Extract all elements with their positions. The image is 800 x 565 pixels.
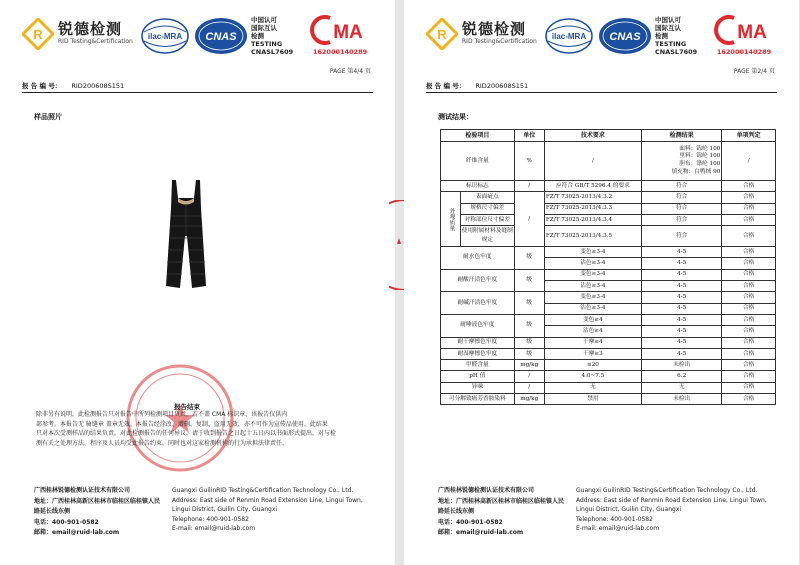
cell-req: 沾色≥3-4 (544, 281, 641, 292)
group-item: 规格尺寸偏差 (461, 204, 514, 215)
table-row (441, 348, 776, 359)
cell-req: 变色≥3-4 (544, 292, 641, 303)
cell-req: 4.0~7.5 (544, 371, 641, 382)
cell-item: 甲醛含量 (441, 360, 515, 371)
ilac-text: ilac-MRA (551, 32, 587, 41)
report-remarks (36, 410, 358, 448)
cell-req: FZ/T 73025-2013/4.3.5 (544, 226, 641, 247)
rid-logo-icon (426, 18, 458, 50)
cnas-accreditation-text (655, 16, 697, 56)
cell-req: 沾色≥3-4 (544, 258, 641, 269)
table-row (441, 382, 776, 393)
cell-unit: / (514, 382, 544, 393)
brand-name: 锐德检测 (462, 20, 527, 38)
cell-verdict: 合格 (722, 314, 776, 325)
cell-verdict: 合格 (722, 247, 776, 258)
footer-address-en: Address: East side of Renmin Road Extension Line, Lingui Town, Lingui District, Guilin City, Guangxi (172, 496, 363, 513)
footer-english (172, 486, 372, 534)
cell-verdict: 合格 (722, 382, 776, 393)
cell-req: FZ/T 73025-2013/4.3.4 (544, 214, 641, 225)
footer-phone-cn: 电话：400-901-0582 (34, 518, 99, 526)
table-row (441, 337, 776, 348)
remark-line: 只对本次受测样品的结果负责。对此检测报告的任何异议，请于收到报告之日起十五日内以书面形式提出，对与检 (36, 430, 337, 437)
footer-phone-en: Telephone: 400-901-0582 (576, 515, 653, 523)
col-header-result: 检测结果 (641, 130, 721, 142)
brand-name: 锐德检测 (58, 20, 123, 38)
cnl-line: CNASL7609 (655, 48, 698, 56)
ilac-mra-logo-icon (140, 16, 190, 56)
cell-req: 干摩≥4 (544, 337, 641, 348)
cell-req: 无 (544, 382, 641, 393)
cell-unit: / (514, 192, 544, 247)
remark-line: 测有关之处理方法、程序及人员均受此报告约束，同时也对这家检测机构的行为承担法律责任。 (36, 439, 289, 447)
fiber-result-line: 面料：锦纶 100 (679, 145, 721, 152)
cell-req: 沾色≥4 (544, 326, 641, 337)
page-number: PAGE 第2/4 页 (733, 68, 775, 75)
cell-result: 未检出 (641, 394, 721, 405)
cnl-line: 中国认可 (655, 16, 681, 24)
cell-unit: 级 (514, 269, 544, 292)
table-row (441, 314, 776, 325)
cell-unit: % (514, 142, 544, 181)
cell-item: 纤维含量 (441, 142, 515, 181)
cell-req: ≤20 (544, 360, 641, 371)
footer-phone-cn: 电话：400-901-0582 (438, 518, 503, 526)
cell-verdict: 合格 (722, 337, 776, 348)
cell-item: 异味 (441, 382, 515, 393)
cell-req: 干摩≥3 (544, 348, 641, 359)
cell-result: 4-5 (641, 281, 721, 292)
table-row (441, 371, 776, 382)
group-item: 使用附属材料及缝制规定 (461, 228, 513, 244)
cell-verdict: 合格 (722, 281, 776, 292)
ilac-text: ilac-MRA (147, 32, 183, 41)
table-header-row (441, 130, 776, 142)
group-label: 外观质量 (441, 192, 461, 246)
ilac-mra-logo-icon (544, 16, 594, 56)
footer-chinese (34, 486, 162, 539)
fiber-result-line: 里料：锦纶 100 (679, 153, 721, 160)
cell-result: 4-5 (641, 314, 721, 325)
cell-unit: / (514, 371, 544, 382)
cell-verdict: 合格 (722, 258, 776, 269)
cnl-line: 检测 (251, 32, 264, 40)
cell-verdict: 合格 (722, 326, 776, 337)
section-title: 样品照片 (34, 113, 62, 121)
cnl-line: 中国认可 (251, 16, 277, 24)
footer-email-en: E-mail: email@ruid-lab.com (576, 525, 660, 532)
cell-item: 耐碱汗渍色牢度 (441, 292, 515, 315)
cell-req: 应符合 GB/T 5296.4 的要求 (544, 181, 641, 192)
footer-email-cn: 邮箱：email@ruid-lab.com (34, 529, 120, 536)
cell-unit: 级 (514, 337, 544, 348)
cell-result: 4-5 (641, 292, 721, 303)
cnl-line: 国际互认 (251, 24, 277, 32)
report-number: RID200608S151 (71, 82, 125, 90)
table-row (441, 142, 776, 181)
cell-verdict: 合格 (722, 269, 776, 280)
col-header-unit: 单位 (514, 130, 544, 142)
section-title: 测试结果： (438, 113, 473, 121)
page-edge-seal-icon (389, 200, 404, 290)
table-row (441, 181, 776, 192)
report-page-2 (404, 0, 799, 565)
cell-item: 耐唾液色牢度 (441, 314, 515, 337)
cell-result: 6.2 (641, 371, 721, 382)
cell-unit: mg/kg (514, 360, 544, 371)
col-header-requirement: 技术要求 (544, 130, 641, 142)
cell-group (441, 192, 515, 247)
cnl-line: TESTING (655, 40, 687, 48)
cell-verdict: 合格 (722, 303, 776, 314)
cma-text: MA (333, 22, 363, 43)
cell-req: FZ/T 73025-2013/4.3.3 (544, 203, 641, 214)
cell-result: 符合 (641, 226, 721, 247)
col-header-item: 检验项目 (441, 130, 515, 142)
cell-result: 4-5 (641, 348, 721, 359)
fiber-result-line: 填充物：白鸭绒 90 (671, 168, 721, 175)
col-header-verdict: 单项判定 (722, 130, 776, 142)
cell-verdict: / (722, 142, 776, 181)
cell-verdict: 合格 (722, 181, 776, 192)
cma-number: 162000140289 (716, 48, 772, 56)
footer-address-cn: 地址：广西桂林高新区桂林市临桂区临桂镇人民路延长线东侧 (438, 497, 565, 515)
footer-email-cn: 邮箱：email@ruid-lab.com (438, 529, 524, 536)
table-row (441, 394, 776, 405)
cma-number: 162000140289 (312, 48, 368, 56)
footer-company-en: Guangxi GuilinRID Testing&Certification Technology Co., Ltd. (576, 487, 758, 494)
footer-company-en: Guangxi GuilinRID Testing&Certification Technology Co., Ltd. (172, 487, 354, 494)
cell-result: 4-5 (641, 269, 721, 280)
cell-unit: 级 (514, 292, 544, 315)
cell-item: 耐湿摩擦色牢度 (441, 348, 515, 359)
sample-photo-bib-pants (162, 176, 210, 298)
cell-verdict: 合格 (722, 292, 776, 303)
cell-item: 耐水色牢度 (441, 247, 515, 270)
report-header (22, 14, 373, 62)
svg-text:R: R (437, 27, 447, 42)
cell-item: 耐干摩擦色牢度 (441, 337, 515, 348)
brand-subtitle: RID Testing&Certification (462, 38, 537, 45)
cell-result: 无 (641, 382, 721, 393)
group-item: 对称部位尺寸偏差 (461, 215, 514, 226)
cma-logo-icon (712, 14, 772, 46)
cma-text: MA (737, 22, 767, 43)
report-number: RID200608S151 (475, 82, 529, 90)
cnl-line: TESTING (251, 40, 283, 48)
cell-result: 4-5 (641, 258, 721, 269)
cell-unit: 级 (514, 348, 544, 359)
cell-verdict: 合格 (722, 192, 776, 203)
table-row (441, 269, 776, 280)
cell-unit: / (514, 181, 544, 192)
cell-result: 4-5 (641, 337, 721, 348)
group-items (461, 192, 514, 246)
cell-req: / (544, 142, 641, 181)
cma-logo-icon (308, 14, 368, 46)
test-results-table (440, 129, 776, 405)
cnas-text: CNAS (205, 31, 237, 43)
cell-req: 变色≥3-4 (544, 247, 641, 258)
cell-item: 标识标志 (441, 181, 515, 192)
cell-verdict: 合格 (722, 226, 776, 247)
report-number-line (426, 80, 777, 93)
footer-phone-en: Telephone: 400-901-0582 (172, 515, 249, 523)
cell-verdict: 合格 (722, 371, 776, 382)
report-end-label: 报告结束 (174, 403, 200, 411)
cnl-line: 国际互认 (655, 24, 681, 32)
cell-result: 符合 (641, 192, 721, 203)
cell-result: 4-5 (641, 326, 721, 337)
cell-verdict: 合格 (722, 214, 776, 225)
cell-unit: 级 (514, 314, 544, 337)
cnl-line: CNASL7609 (251, 48, 294, 56)
table-row (441, 247, 776, 258)
footer-company-cn: 广西桂林锐德检测认证技术有限公司 (34, 487, 131, 494)
footer-email-en: E-mail: email@ruid-lab.com (172, 525, 256, 532)
group-item: 表面疵点 (461, 192, 514, 203)
report-header (426, 14, 777, 62)
fiber-result-lines (643, 146, 720, 176)
footer-address-en: Address: East side of Renmin Road Extension Line, Lingui Town, Lingui District, Guilin City, Guangxi (576, 496, 767, 513)
cell-result-fiber (641, 142, 721, 181)
cell-verdict: 合格 (722, 203, 776, 214)
report-number-label: 报 告 编 号： (22, 82, 62, 90)
report-page-4 (0, 0, 395, 565)
cell-result: 4-5 (641, 247, 721, 258)
footer-english (576, 486, 776, 534)
cell-result: 符合 (641, 181, 721, 192)
cell-result: 符合 (641, 203, 721, 214)
footer-chinese (438, 486, 566, 539)
cell-unit: 级 (514, 247, 544, 270)
cnas-logo-icon (598, 16, 652, 56)
cell-verdict: 合格 (722, 360, 776, 371)
report-number-line (22, 80, 373, 93)
cnas-text: CNAS (609, 31, 641, 43)
footer-address-cn: 地址：广西桂林高新区桂林市临桂区临桂镇人民路延长线东侧 (34, 497, 161, 515)
table-row (441, 192, 776, 203)
page-number: PAGE 第4/4 页 (329, 68, 371, 75)
cell-req: 禁用 (544, 394, 641, 405)
cell-req: 变色≥4 (544, 314, 641, 325)
cell-result: 4-5 (641, 303, 721, 314)
cnas-accreditation-text (251, 16, 293, 56)
cell-verdict: 合格 (722, 348, 776, 359)
cnas-logo-icon (194, 16, 248, 56)
svg-text:R: R (33, 27, 43, 42)
group-wrapper (441, 192, 514, 246)
brand-subtitle: RID Testing&Certification (58, 38, 133, 45)
table-row (441, 292, 776, 303)
cell-item: 可分解致癌芳香胺染料 (441, 394, 515, 405)
remark-line: 部参考。本报告无 骑缝章 盖章无效。本报告经涂改、增删、复制、盗用无效，亦不可作为宣传品使用。此结果 (36, 420, 328, 428)
report-number-label: 报 告 编 号： (426, 82, 466, 90)
remark-line: 除非另有说明，此检测报告只对报告中所列检测项目负责，若不盖 CMA 标识章，该报告仅供内 (36, 411, 288, 418)
cell-verdict: 合格 (722, 394, 776, 405)
cnl-line: 检测 (655, 32, 668, 40)
cell-req: FZ/T 73025-2013/4.3.2 (544, 192, 641, 203)
rid-logo-icon (22, 18, 54, 50)
fiber-result-line: 胆布：涤纶 100 (679, 161, 721, 167)
table-row (441, 360, 776, 371)
cell-req: 沾色≥3-4 (544, 303, 641, 314)
cell-item: pH 值 (441, 371, 515, 382)
cell-unit: mg/kg (514, 394, 544, 405)
cell-result: 未检出 (641, 360, 721, 371)
footer-company-cn: 广西桂林锐德检测认证技术有限公司 (438, 487, 535, 494)
cell-req: 变色≥3-4 (544, 269, 641, 280)
cell-result: 符合 (641, 214, 721, 225)
cell-item: 耐酸汗渍色牢度 (441, 269, 515, 292)
